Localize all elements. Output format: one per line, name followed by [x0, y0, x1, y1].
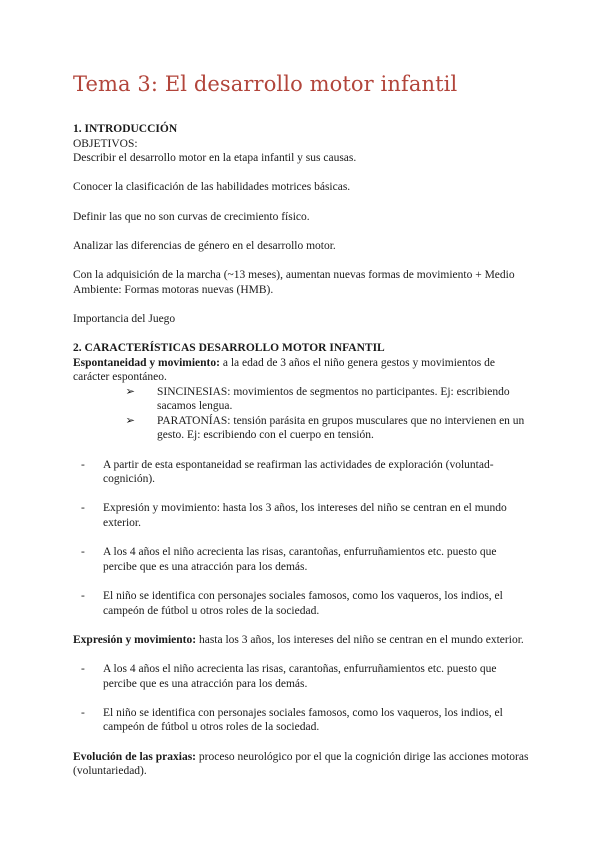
page-title: Tema 3: El desarrollo motor infantil: [73, 72, 458, 96]
expresion-paragraph: [73, 633, 533, 648]
list-item: [73, 589, 533, 618]
paratonias-text: PARATONÍAS: tensión parásita en grupos musculares que no intervienen en un gesto. Ej: escribiendo con el cuerpo en tensión.: [157, 414, 525, 442]
dash-bullet-icon: -: [81, 458, 85, 471]
list-item-text: A partir de esta espontaneidad se reafirman las actividades de exploración (voluntad-cognición).: [103, 458, 494, 486]
objetivo-2: Conocer la clasificación de las habilidades motrices básicas.: [73, 181, 351, 194]
list-item-paratonias: [115, 414, 533, 443]
sincinesias-text: SINCINESIAS: movimientos de segmentos no participantes. Ej: escribiendo sacamos lengua.: [157, 385, 510, 413]
list-item: [73, 706, 533, 735]
objetivo-3: Definir las que no son curvas de crecimiento físico.: [73, 210, 310, 223]
dash-bullet-icon: -: [81, 546, 85, 559]
arrow-bullet-icon: ➢: [125, 385, 135, 398]
list-item: [73, 662, 533, 691]
list-item-text: El niño se identifica con personajes sociales famosos, como los vaqueros, los indios, el campeón de fútbol u otros roles de la sociedad.: [103, 590, 503, 617]
list-item: [73, 458, 533, 487]
list-item-text: El niño se identifica con personajes sociales famosos, como los vaqueros, los indios, el campeón de fútbol u otros roles de la sociedad.: [103, 706, 503, 734]
list-item-text: A los 4 años el niño acrecienta las risas, carantoñas, enfurruñamientos etc. puesto que percibe que es una atracción para los demás.: [103, 546, 497, 573]
praxias-paragraph: [73, 750, 533, 779]
dash-bullet-icon: -: [81, 662, 85, 675]
document-body: [73, 122, 533, 779]
objetivos-label: OBJETIVOS:: [73, 137, 138, 150]
arrow-bullet-icon: ➢: [125, 414, 135, 427]
dash-bullet-icon: -: [81, 590, 85, 602]
objetivo-4: Analizar las diferencias de género en el desarrollo motor.: [73, 239, 336, 252]
expresion-term: Expresión y movimiento:: [73, 633, 197, 646]
praxias-text: proceso neurológico por el que la cognición dirige las acciones motoras (voluntariedad).: [73, 750, 529, 778]
list-item-text: Expresión y movimiento: hasta los 3 años, los intereses del niño se centran en el mundo exterior.: [103, 502, 507, 530]
expresion-text: hasta los 3 años, los intereses del niño se centran en el mundo exterior.: [196, 633, 524, 646]
list-item: [73, 501, 533, 530]
dash-bullet-icon: -: [81, 706, 85, 719]
list-item: [73, 545, 533, 574]
praxias-term: Evolución de las praxias:: [73, 750, 197, 763]
marcha-paragraph: Con la adquisición de la marcha (~13 meses), aumentan nuevas formas de movimiento + Medio Ambiente: Formas motoras nuevas (HMB).: [73, 268, 515, 296]
juego-paragraph: Importancia del Juego: [73, 312, 176, 325]
espontaneidad-term: Espontaneidad y movimiento:: [73, 356, 220, 369]
list-item-text: A los 4 años el niño acrecienta las risas, carantoñas, enfurruñamientos etc. puesto que percibe que es una atracción para los demás.: [103, 662, 497, 690]
objetivo-1: Describir el desarrollo motor en la etapa infantil y sus causas.: [73, 152, 357, 165]
dash-bullet-icon: -: [81, 502, 85, 515]
section-heading-caracteristicas: 2. CARACTERÍSTICAS DESARROLLO MOTOR INFANTIL: [73, 341, 385, 354]
espontaneidad-paragraph: [73, 356, 533, 385]
section-heading-introduccion: 1. INTRODUCCIÓN: [73, 123, 178, 135]
espontaneidad-text: a la edad de 3 años el niño genera gestos y movimientos de carácter espontáneo.: [73, 356, 495, 384]
list-item-sincinesias: [115, 385, 533, 414]
